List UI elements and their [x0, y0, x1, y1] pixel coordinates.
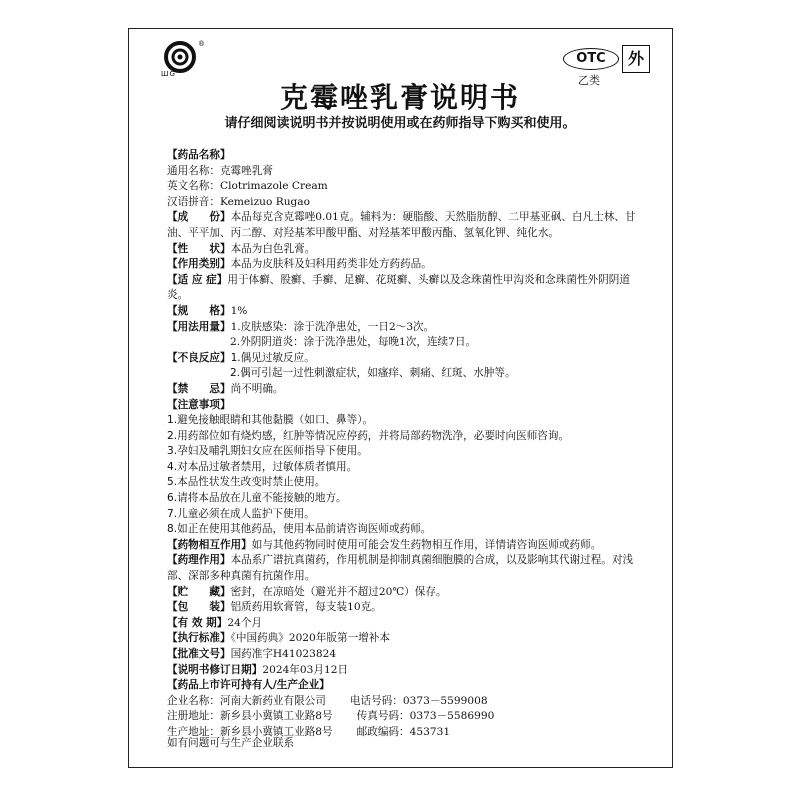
registered-mark: ® — [198, 40, 205, 48]
package-label: 【包 装】 — [167, 601, 231, 614]
adverse-label: 【不良反应】 — [167, 351, 231, 364]
section-cautions-header: 【注意事项】 — [167, 398, 231, 411]
section-interactions — [167, 538, 642, 554]
section-usage — [167, 320, 642, 336]
caution-item: 7.儿童必须在成人监护下使用。 — [167, 507, 315, 520]
logo-text: ШG — [161, 70, 176, 78]
contraindications-text: 尚不明确。 — [230, 382, 284, 395]
caution-item: 2.用药部位如有烧灼感，红肿等情况应停药，并将局部药物洗净，必要时向医师咨询。 — [167, 429, 570, 442]
composition-text: 本品每克含克霉唑0.01克。辅料为：硬脂酸、天然脂肪醇、二甲基亚砜、白凡士林、甘油、平平加、丙二醇、对羟基苯甲酸甲酯、对羟基苯甲酸丙酯、氢氧化钾、纯化水。 — [167, 211, 636, 239]
usage-label: 【用法用量】 — [167, 320, 231, 333]
properties-text: 本品为白色乳膏。 — [230, 242, 316, 255]
pharmacology-label: 【药理作用】 — [167, 554, 231, 567]
footer-note: 如有问题可与生产企业联系 — [167, 737, 295, 749]
postal-code: 邮政编码：453731 — [356, 725, 451, 738]
section-indications — [167, 273, 642, 304]
section-approval — [167, 647, 642, 663]
indications-label: 【适 应 症】 — [167, 273, 228, 286]
section-composition — [167, 210, 642, 241]
approval-label: 【批准文号】 — [167, 648, 231, 660]
indications-text: 用于体癣、股癣、手癣、足癣、花斑癣、头癣以及念珠菌性甲沟炎和念珠菌性外阴阴道炎。 — [167, 273, 630, 302]
section-validity — [167, 616, 642, 632]
adverse-line-2: 2.偶可引起一过性刺激症状，如瘙痒、刺痛、红斑、水肿等。 — [230, 367, 516, 380]
adverse-line-1: 1.偶见过敏反应。 — [230, 351, 315, 364]
revision-text: 2024年03月12日 — [262, 663, 349, 676]
properties-label: 【性 状】 — [167, 242, 231, 255]
approval-text: 国药准字H41023824 — [230, 648, 337, 660]
package-text: 铝质药用软膏管，每支装10克。 — [230, 601, 382, 614]
section-standard — [167, 631, 642, 647]
section-specification — [167, 304, 642, 320]
usage-line-2: 2.外阴阴道炎：涂于洗净患处，每晚1次，连续7日。 — [230, 336, 477, 349]
caution-item: 5.本品性状发生改变时禁止使用。 — [167, 476, 326, 489]
storage-text: 密封，在凉暗处（避光并不超过20℃）保存。 — [230, 585, 447, 598]
fax-number: 传真号码：0373－5586990 — [356, 710, 495, 723]
contraindications-label: 【禁 忌】 — [167, 382, 231, 395]
section-category — [167, 257, 642, 273]
english-name: 英文名称：Clotrimazole Cream — [167, 180, 328, 193]
section-holder-header: 【药品上市许可持有人/生产企业】 — [167, 679, 330, 692]
revision-label: 【说明书修订日期】 — [167, 663, 263, 676]
composition-label: 【成 份】 — [167, 211, 231, 224]
reg-address-row — [167, 709, 642, 725]
section-pharmacology — [167, 553, 642, 584]
otc-badge: OTC — [563, 48, 619, 70]
section-properties — [167, 242, 642, 258]
specification-text: 1% — [230, 304, 248, 317]
page-subtitle: 请仔细阅读说明书并按说明使用或在药师指导下购买和使用。 — [224, 116, 576, 131]
production-address: 生产地址：新乡县小冀镇工业路8号 — [167, 725, 333, 738]
section-storage — [167, 585, 642, 601]
pinyin-name: 汉语拼音：Kemeizuo Rugao — [167, 195, 310, 208]
leaflet-content — [167, 148, 642, 741]
caution-item: 6.请将本品放在儿童不能接触的地方。 — [167, 492, 347, 505]
otc-class-label: 乙类 — [578, 74, 600, 87]
standard-label: 【执行标准】 — [167, 632, 231, 645]
specification-label: 【规 格】 — [167, 304, 231, 317]
registered-address: 注册地址：新乡县小冀镇工业路8号 — [167, 710, 333, 723]
category-text: 本品为皮肤科及妇科用药类非处方药药品。 — [230, 258, 432, 271]
caution-item: 1.避免接触眼睛和其他黏膜（如口、鼻等）。 — [167, 414, 374, 427]
generic-name: 通用名称：克霉唑乳膏 — [167, 164, 273, 177]
storage-label: 【贮 藏】 — [167, 585, 231, 598]
section-adverse — [167, 351, 642, 367]
pharmacology-text: 本品系广谱抗真菌药，作用机制是抑制真菌细胞膜的合成，以及影响其代谢过程。对浅部、深部多种真菌有抗菌作用。 — [167, 554, 634, 583]
usage-line-1: 1.皮肤感染：涂于洗净患处，一日2～3次。 — [230, 320, 435, 333]
validity-text: 24个月 — [227, 616, 263, 629]
external-use-badge: 外 — [622, 45, 650, 73]
page-title: 克霉唑乳膏说明书 — [279, 81, 520, 114]
section-package — [167, 600, 642, 616]
standard-text: 《中国药典》2020年版第一增补本 — [230, 632, 390, 645]
section-drug-name-header: 【药品名称】 — [167, 149, 231, 161]
section-revision-date — [167, 663, 642, 679]
interactions-text: 如与其他药物同时使用可能会发生药物相互作用，详情请咨询医师或药师。 — [251, 538, 602, 551]
interactions-label: 【药物相互作用】 — [167, 538, 252, 551]
caution-item: 3.孕妇及哺乳期妇女应在医师指导下使用。 — [167, 445, 368, 458]
category-label: 【作用类别】 — [167, 258, 231, 271]
section-contraindications — [167, 382, 642, 398]
company-row — [167, 694, 642, 710]
company-name: 企业名称：河南大新药业有限公司 — [167, 694, 326, 707]
phone-number: 电话号码：0373－5599008 — [349, 694, 488, 707]
validity-label: 【有 效 期】 — [167, 616, 228, 629]
caution-item: 4.对本品过敏者禁用，过敏体质者慎用。 — [167, 460, 358, 473]
caution-item: 8.如正在使用其他药品，使用本品前请咨询医师或药师。 — [167, 523, 432, 536]
